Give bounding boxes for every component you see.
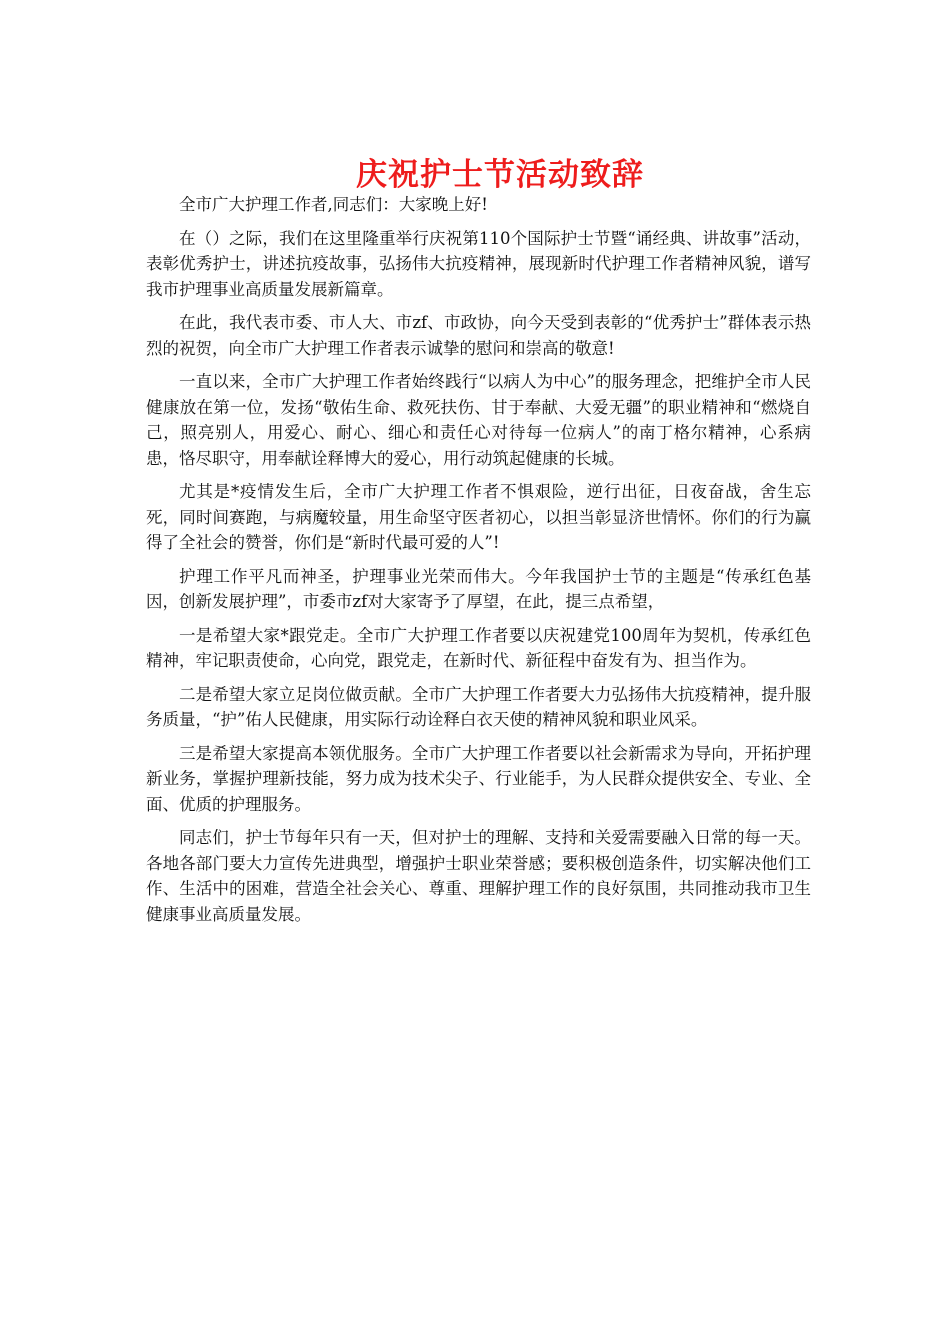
paragraph-hope-two: 二是希望大家立足岗位做贡献。全市广大护理工作者要大力弘扬伟大抗疫精神，提升服务质量，“护”佑人民健康，用实际行动诠释白衣天使的精神风貌和职业风采。 bbox=[146, 684, 811, 729]
document-title: 庆祝护士节活动致辞 bbox=[356, 156, 644, 193]
paragraph-praise: 一直以来，全市广大护理工作者始终践行“以病人为中心”的服务理念，把维护全市人民健康放在第一位，发扬“敬佑生命、救死扶伤、甘于奉献、大爱无疆”的职业精神和“燃烧自己，照亮别人，用爱心、耐心、细心和责任心对待每一位病人”的南丁格尔精神，心系病患，恪尽职守，用奉献诠释博大的爱心，用行动筑起健康的长城。 bbox=[146, 372, 811, 468]
paragraph-opening: 在（）之际，我们在这里隆重举行庆祝第110个国际护士节暨“诵经典、讲故事”活动，表彰优秀护士，讲述抗疫故事，弘扬伟大抗疫精神，展现新时代护理工作者精神风貌，谱写我市护理事业高质量发展新篇章。 bbox=[146, 228, 811, 299]
paragraph-greeting: 全市广大护理工作者,同志们：大家晚上好! bbox=[179, 195, 488, 214]
paragraph-congratulations: 在此，我代表市委、市人大、市zf、市政协，向今天受到表彰的“优秀护士”群体表示热烈的祝贺，向全市广大护理工作者表示诚挚的慰问和崇高的敬意! bbox=[146, 313, 811, 358]
paragraph-theme: 护理工作平凡而神圣，护理事业光荣而伟大。今年我国护士节的主题是“传承红色基因，创新发展护理”，市委市zf对大家寄予了厚望，在此，提三点希望， bbox=[146, 566, 811, 611]
document-body bbox=[146, 192, 811, 935]
paragraph-epidemic: 尤其是*疫情发生后，全市广大护理工作者不惧艰险，逆行出征，日夜奋战，舍生忘死，同时间赛跑，与病魔较量，用生命坚守医者初心，以担当彰显济世情怀。你们的行为赢得了全社会的赞誉，你们是“新时代最可爱的人”! bbox=[146, 482, 811, 552]
paragraph-closing: 同志们，护士节每年只有一天，但对护士的理解、支持和关爱需要融入日常的每一天。各地各部门要大力宣传先进典型，增强护士职业荣誉感；要积极创造条件，切实解决他们工作、生活中的困难，营造全社会关心、尊重、理解护理工作的良好氛围，共同推动我市卫生健康事业高质量发展。 bbox=[146, 828, 811, 924]
paragraph-hope-three: 三是希望大家提高本领优服务。全市广大护理工作者要以社会新需求为导向，开拓护理新业务，掌握护理新技能，努力成为技术尖子、行业能手，为人民群众提供安全、专业、全面、优质的护理服务。 bbox=[146, 743, 811, 814]
paragraph-hope-one: 一是希望大家*跟党走。全市广大护理工作者要以庆祝建党100周年为契机，传承红色精神，牢记职责使命，心向党，跟党走，在新时代、新征程中奋发有为、担当作为。 bbox=[146, 625, 811, 670]
